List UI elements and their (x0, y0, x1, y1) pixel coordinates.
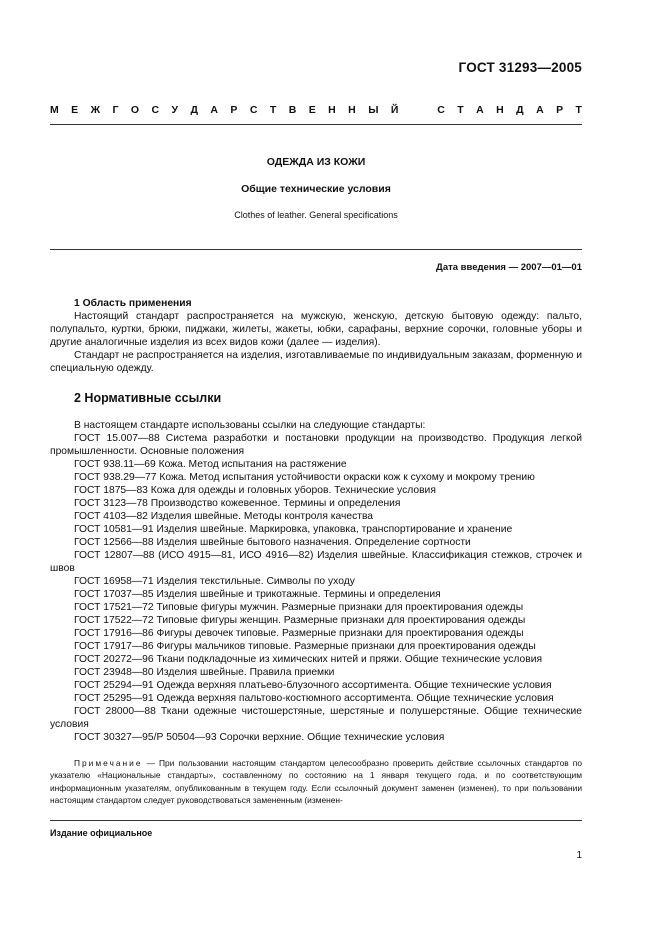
reference-item: ГОСТ 25294—91 Одежда верхняя платьево-блузочного ассортимента. Общие технические условия (74, 680, 552, 691)
reference-item: ГОСТ 3123—78 Производство кожевенное. Термины и определения (74, 498, 401, 509)
reference-item: ГОСТ 10581—91 Изделия швейные. Маркировка, упаковка, транспортирование и хранение (74, 524, 513, 535)
section-2-heading: 2 Нормативные ссылки (74, 391, 222, 405)
heading-letter: С (437, 104, 445, 116)
standard-type-heading (50, 104, 582, 116)
note (50, 757, 582, 807)
heading-letter: Т (457, 104, 464, 116)
gost-number: ГОСТ 31293—2005 (458, 60, 582, 75)
heading-gap (411, 104, 425, 116)
heading-letter: С (249, 104, 258, 116)
reference-item: ГОСТ 17521—72 Типовые фигуры мужчин. Размерные признаки для проектирования одежды (74, 602, 524, 613)
heading-letter: Ж (90, 104, 101, 116)
reference-item: ГОСТ 20272—96 Ткани подкладочные из химических нитей и пряжи. Общие технические условия (74, 654, 543, 665)
reference-item: ГОСТ 28000—88 Ткани одежные чистошерстяные, шерстяные и полушерстяные. Общие технические условия (50, 706, 582, 730)
reference-item: ГОСТ 4103—82 Изделия швейные. Методы контроля качества (74, 511, 374, 522)
page-number: 1 (576, 850, 582, 861)
header-rule (50, 124, 582, 125)
references-list (50, 432, 582, 744)
reference-item: ГОСТ 17917—86 Фигуры мальчиков типовые. Размерные признаки для проектирования одежды (74, 641, 536, 652)
section-1-paragraph: Настоящий стандарт распространяется на мужскую, женскую, детскую бытовую одежду: пальто, полупальто, куртки, брюки, пиджаки, жилеты, жакеты, юбки, сарафаны, верхние сорочки, головные уборы и другие аналогичные изделия из всех видов кожи (далее — изделия). (50, 311, 582, 348)
reference-item: ГОСТ 25295—91 Одежда верхняя пальтово-костюмного ассортимента. Общие технические условия (74, 693, 554, 704)
section-2-intro: В настоящем стандарте использованы ссылки на следующие стандарты: (74, 420, 426, 431)
section-1-heading: 1 Область применения (74, 298, 192, 309)
document-title: ОДЕЖДА ИЗ КОЖИ (266, 156, 366, 168)
heading-letter: Р (230, 104, 238, 116)
heading-letter: Е (308, 104, 316, 116)
reference-item: ГОСТ 17522—72 Типовые фигуры женщин. Размерные признаки для проектирования одежды (74, 615, 526, 626)
note-label: Примечание (74, 758, 143, 768)
heading-letter: Е (71, 104, 79, 116)
title-rule (50, 249, 582, 250)
reference-item: ГОСТ 15.007—88 Система разработки и постановки продукции на производство. Продукция легкой промышленности. Основные положения (50, 433, 582, 457)
reference-item: ГОСТ 12566—88 Изделия швейные бытового назначения. Определение сортности (74, 537, 471, 548)
heading-letter: Т (269, 104, 277, 116)
heading-letter: Г (112, 104, 119, 116)
heading-letter: Д (190, 104, 198, 116)
heading-letter: М (50, 104, 59, 116)
reference-item: ГОСТ 23948—80 Изделия швейные. Правила приемки (74, 667, 335, 678)
note-text: — При пользовании настоящим стандартом целесообразно проверить действие ссылочных стандартов по указателю «Национальные стандарты», составленному по состоянию на 1 января текущего года, и по соответствующим информационным указателям, опубликованным в текущем году. Если ссылочный документ заменен (изменен), то при пользовании настоящим стандартом следует руководствоваться замененным (изменен- (50, 758, 582, 806)
introduction-date: Дата введения — 2007—01—01 (436, 262, 582, 273)
footer-rule (50, 820, 582, 821)
heading-letter: Ы (368, 104, 379, 116)
heading-letter: А (536, 104, 544, 116)
english-title: Clothes of leather. General specifications (234, 210, 398, 220)
heading-letter: С (151, 104, 160, 116)
reference-item: ГОСТ 1875—83 Кожа для одежды и головных уборов. Технические условия (74, 485, 436, 496)
document-subtitle: Общие технические условия (241, 183, 391, 195)
reference-item: ГОСТ 30327—95/Р 50504—93 Сорочки верхние. Общие технические условия (74, 732, 445, 743)
note-paragraph (50, 757, 582, 807)
heading-letter: А (210, 104, 218, 116)
heading-letter: В (288, 104, 297, 116)
heading-letter: А (476, 104, 484, 116)
heading-letter: Н (496, 104, 504, 116)
reference-item: ГОСТ 17037—85 Изделия швейные и трикотажные. Термины и определения (74, 589, 441, 600)
reference-item: ГОСТ 938.11—69 Кожа. Метод испытания на растяжение (74, 459, 347, 470)
heading-letter: Д (516, 104, 524, 116)
section-1 (50, 297, 582, 375)
heading-letter: О (130, 104, 140, 116)
heading-letter: Н (328, 104, 336, 116)
reference-item: ГОСТ 16958—71 Изделия текстильные. Символы по уходу (74, 576, 355, 587)
heading-letter: Й (390, 104, 399, 116)
reference-item: ГОСТ 17916—86 Фигуры девочек типовые. Размерные признаки для проектирования одежды (74, 628, 524, 639)
section-1-paragraph: Стандарт не распространяется на изделия, изготавливаемые по индивидуальным заказам, форменную и специальную одежду. (50, 350, 582, 374)
heading-letter: Н (348, 104, 356, 116)
reference-item: ГОСТ 12807—88 (ИСО 4915—81, ИСО 4916—82) Изделия швейные. Классификация стежков, строчек и швов (50, 550, 582, 574)
official-edition: Издание официальное (50, 828, 153, 838)
section-2 (50, 392, 582, 744)
heading-letter: У (171, 104, 179, 116)
heading-letter: Т (575, 104, 582, 116)
heading-letter: Р (556, 104, 564, 116)
reference-item: ГОСТ 938.29—77 Кожа. Метод испытания устойчивости окраски кож к сухому и мокрому трению (74, 472, 535, 483)
